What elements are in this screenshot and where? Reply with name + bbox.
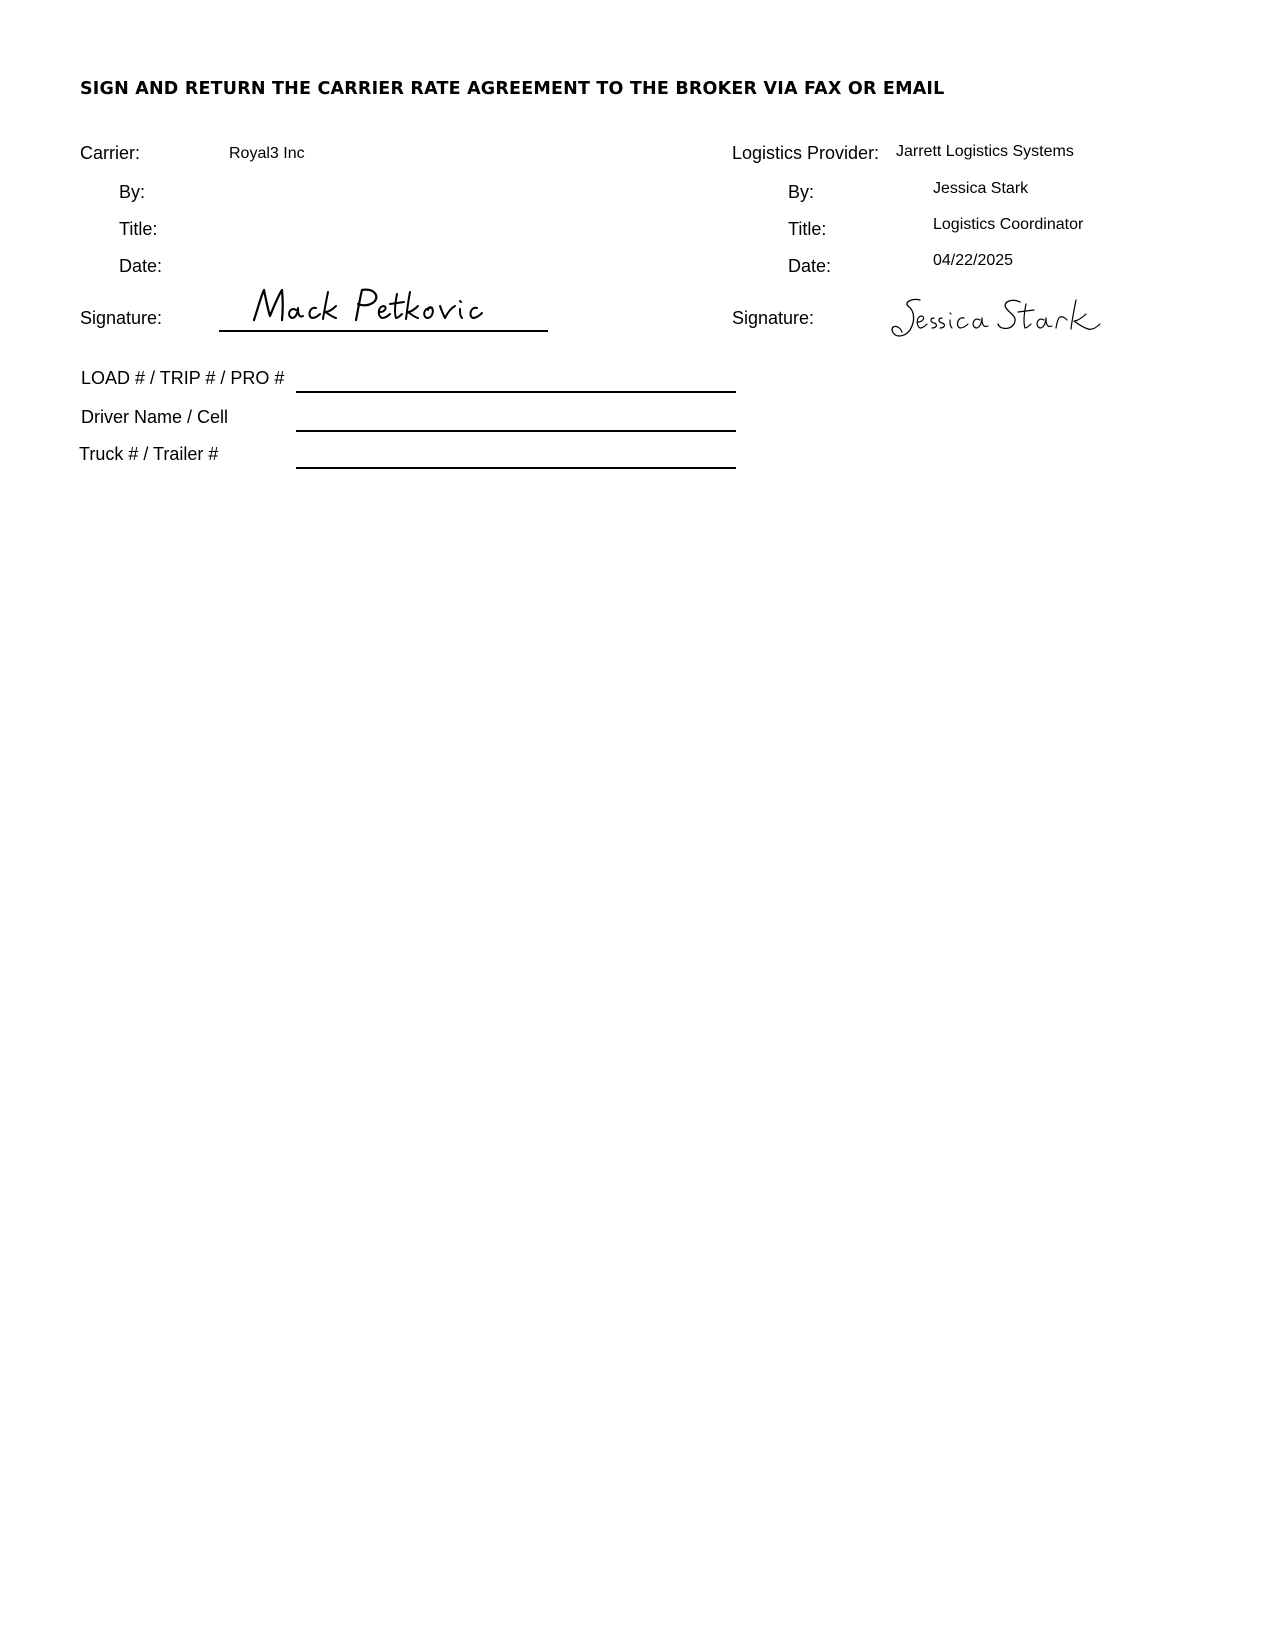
driver-name-line [296, 430, 736, 432]
truck-number-line [296, 467, 736, 469]
carrier-signature-line [219, 330, 548, 332]
provider-name: Jarrett Logistics Systems [896, 143, 1074, 160]
provider-signature-image [890, 296, 1105, 344]
carrier-date-label: Date: [119, 256, 163, 276]
carrier-by-label: By: [119, 182, 146, 202]
provider-by-label: By: [788, 182, 815, 202]
provider-date-label: Date: [788, 256, 832, 276]
provider-label: Logistics Provider: [732, 143, 880, 163]
page-title: SIGN AND RETURN THE CARRIER RATE AGREEMENT TO THE BROKER VIA FAX OR EMAIL [80, 79, 945, 99]
provider-title-label: Title: [788, 219, 827, 239]
load-number-label: LOAD # / TRIP # / PRO # [81, 368, 285, 388]
provider-date-value: 04/22/2025 [933, 252, 1014, 269]
provider-title-value: Logistics Coordinator [933, 216, 1084, 233]
provider-by-value: Jessica Stark [933, 180, 1029, 197]
carrier-label: Carrier: [80, 143, 141, 163]
driver-name-label: Driver Name / Cell [81, 407, 229, 427]
carrier-title-label: Title: [119, 219, 158, 239]
truck-number-label: Truck # / Trailer # [79, 444, 219, 464]
carrier-signature-image [252, 286, 492, 336]
carrier-signature-label: Signature: [80, 308, 163, 328]
carrier-name: Royal3 Inc [229, 145, 305, 162]
load-number-line [296, 391, 736, 393]
provider-signature-label: Signature: [732, 308, 815, 328]
